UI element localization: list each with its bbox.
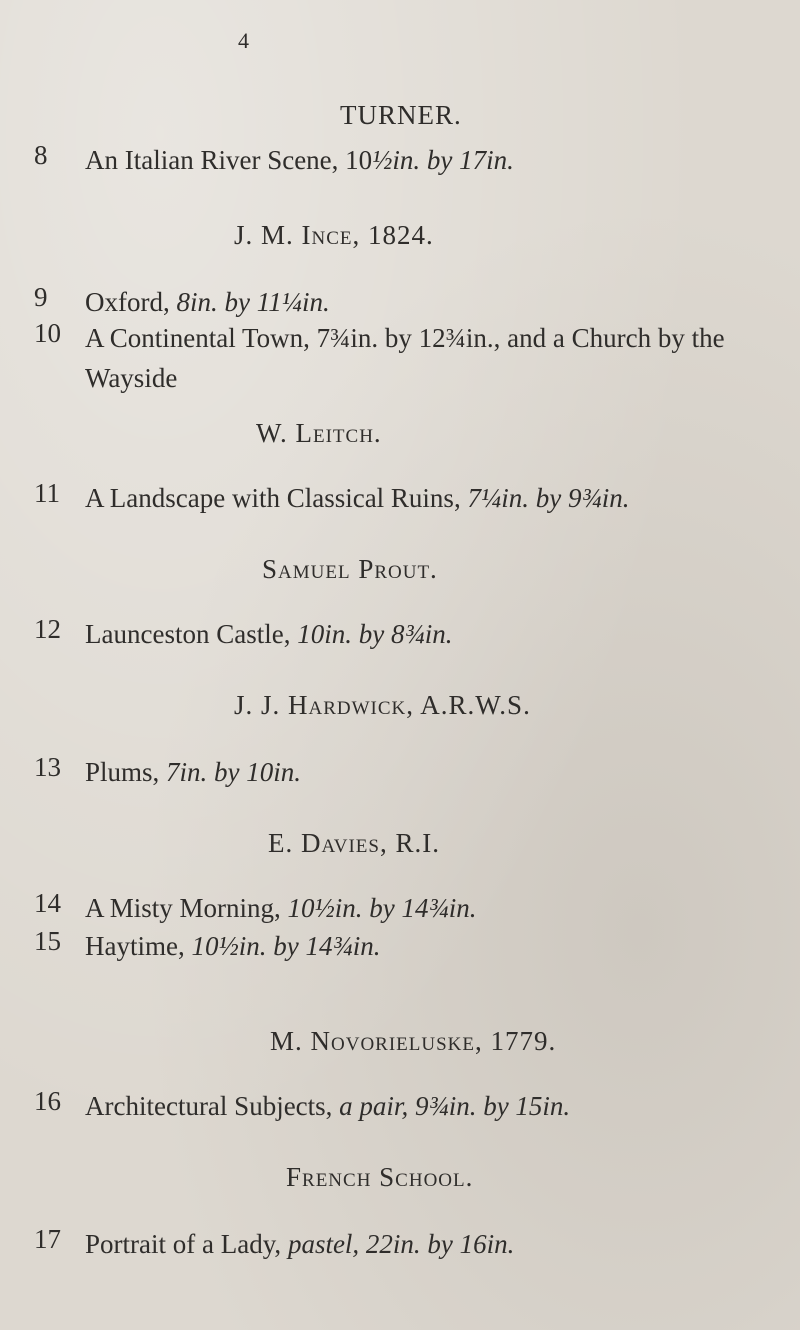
artist-heading: J. J. Hardwick, A.R.W.S. <box>234 690 531 720</box>
lot-number: 17 <box>34 1224 61 1254</box>
lot-title: Haytime, 10½in. by 14¾in. <box>85 931 381 961</box>
lot-title: A Continental Town, 7¾in. by 12¾in., and a Church by the Wayside <box>85 323 725 393</box>
artist-heading: Samuel Prout. <box>262 554 438 584</box>
lot-title: Portrait of a Lady, pastel, 22in. by 16in. <box>85 1229 515 1259</box>
lot-number: 15 <box>34 926 61 956</box>
lot-title: Plums, 7in. by 10in. <box>85 757 302 787</box>
lot-number: 8 <box>34 140 48 170</box>
lot-number: 10 <box>34 318 61 348</box>
lot-title: Oxford, 8in. by 11¼in. <box>85 287 330 317</box>
lot-title: An Italian River Scene, 10½in. by 17in. <box>85 145 514 175</box>
lot-title: Launceston Castle, 10in. by 8¾in. <box>85 619 453 649</box>
lot-title: A Misty Morning, 10½in. by 14¾in. <box>85 893 477 923</box>
artist-heading: TURNER. <box>340 100 462 130</box>
lot-title: A Landscape with Classical Ruins, 7¼in. by 9¾in. <box>85 483 630 513</box>
lot-number: 12 <box>34 614 61 644</box>
lot-number: 14 <box>34 888 61 918</box>
lot-title <box>85 1280 785 1320</box>
lot-number: 13 <box>34 752 61 782</box>
artist-heading: W. Leitch. <box>256 418 382 448</box>
lot-title: Architectural Subjects, a pair, 9¾in. by 15in. <box>85 1091 571 1121</box>
lot-number: 11 <box>34 478 60 508</box>
artist-heading: E. Davies, R.I. <box>268 828 440 858</box>
artist-heading: J. M. Ince, 1824. <box>234 220 434 250</box>
artist-heading: French School. <box>286 1162 474 1192</box>
lot-number: 9 <box>34 282 48 312</box>
lot-number: 16 <box>34 1086 61 1116</box>
page-number: 4 <box>238 28 249 53</box>
artist-heading: M. Novorieluske, 1779. <box>270 1026 557 1056</box>
